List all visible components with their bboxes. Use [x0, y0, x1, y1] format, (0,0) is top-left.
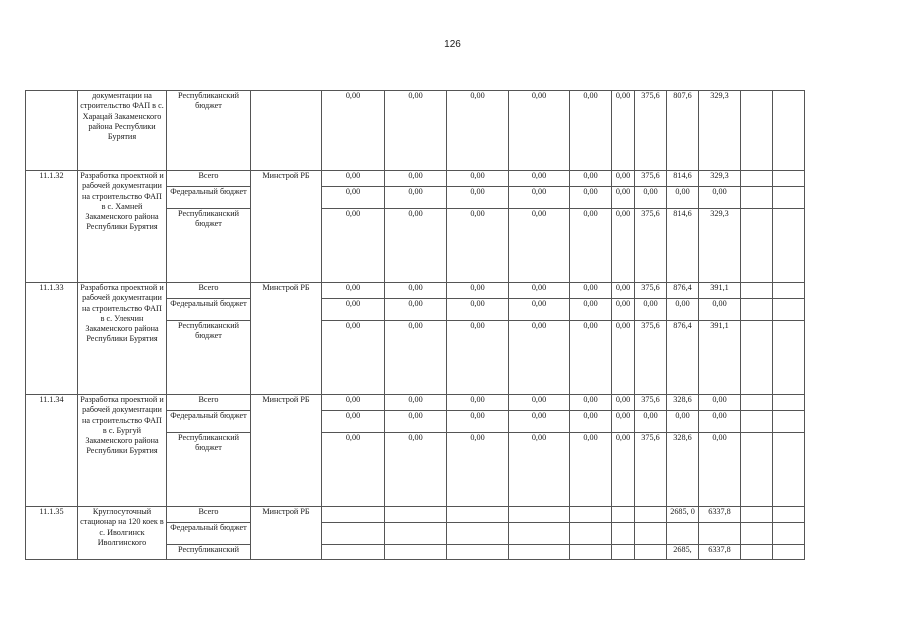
- funding-source: Республиканский бюджет: [167, 433, 251, 507]
- value-cell: 0,00: [447, 283, 509, 299]
- value-cell: 0,00: [447, 433, 509, 507]
- value-cell: [773, 209, 805, 283]
- value-cell: 6337,8: [699, 545, 741, 560]
- value-cell: 375,6: [635, 209, 667, 283]
- value-cell: 0,00: [385, 433, 447, 507]
- value-cell: 0,00: [570, 321, 612, 395]
- value-cell: 0,00: [385, 91, 447, 171]
- value-cell: 0,00: [447, 171, 509, 187]
- value-cell: [773, 545, 805, 560]
- funding-source: Всего: [167, 283, 251, 299]
- value-cell: [667, 523, 699, 545]
- value-cell: [741, 171, 773, 187]
- value-cell: [773, 91, 805, 171]
- value-cell: 0,00: [447, 187, 509, 209]
- value-cell: [635, 507, 667, 523]
- funding-source: Республиканский бюджет: [167, 209, 251, 283]
- value-cell: 876,4: [667, 283, 699, 299]
- value-cell: 328,6: [667, 395, 699, 411]
- value-cell: [385, 545, 447, 560]
- value-cell: 0,00: [322, 209, 385, 283]
- value-cell: 375,6: [635, 395, 667, 411]
- value-cell: 0,00: [612, 395, 635, 411]
- value-cell: 814,6: [667, 171, 699, 187]
- value-cell: [741, 91, 773, 171]
- value-cell: [741, 283, 773, 299]
- value-cell: [741, 321, 773, 395]
- executor: [251, 91, 322, 171]
- value-cell: [570, 523, 612, 545]
- value-cell: 0,00: [699, 433, 741, 507]
- value-cell: 0,00: [322, 187, 385, 209]
- value-cell: [509, 507, 570, 523]
- value-cell: 0,00: [570, 209, 612, 283]
- value-cell: 0,00: [612, 321, 635, 395]
- value-cell: 0,00: [699, 299, 741, 321]
- value-cell: [322, 523, 385, 545]
- page-number: 126: [444, 39, 461, 50]
- value-cell: 0,00: [322, 299, 385, 321]
- value-cell: [741, 507, 773, 523]
- value-cell: 0,00: [447, 299, 509, 321]
- value-cell: [741, 187, 773, 209]
- value-cell: 0,00: [385, 411, 447, 433]
- value-cell: 0,00: [570, 187, 612, 209]
- value-cell: 0,00: [635, 299, 667, 321]
- value-cell: 329,3: [699, 91, 741, 171]
- table-row: [26, 171, 805, 187]
- value-cell: 0,00: [570, 299, 612, 321]
- value-cell: 0,00: [447, 321, 509, 395]
- value-cell: 0,00: [570, 283, 612, 299]
- value-cell: 0,00: [509, 209, 570, 283]
- value-cell: [773, 187, 805, 209]
- value-cell: 375,6: [635, 171, 667, 187]
- value-cell: 0,00: [612, 187, 635, 209]
- value-cell: [322, 545, 385, 560]
- value-cell: 0,00: [447, 395, 509, 411]
- value-cell: 0,00: [570, 433, 612, 507]
- value-cell: [570, 545, 612, 560]
- value-cell: [773, 411, 805, 433]
- value-cell: 0,00: [570, 91, 612, 171]
- value-cell: 0,00: [667, 187, 699, 209]
- item-name: Разработка проектной и рабочей документации на строительство ФАП в с. Улекчин Закаменского района Республики Бурятия: [78, 283, 167, 395]
- value-cell: 0,00: [635, 411, 667, 433]
- funding-source: Федеральный бюджет: [167, 299, 251, 321]
- item-name: Разработка проектной и рабочей документации на строительство ФАП в с. Бургуй Закаменского района Республики Бурятия: [78, 395, 167, 507]
- value-cell: 0,00: [612, 171, 635, 187]
- value-cell: 391,1: [699, 321, 741, 395]
- value-cell: 375,6: [635, 283, 667, 299]
- value-cell: 329,3: [699, 171, 741, 187]
- value-cell: [447, 523, 509, 545]
- value-cell: 0,00: [509, 433, 570, 507]
- value-cell: 2685,: [667, 545, 699, 560]
- value-cell: 0,00: [509, 283, 570, 299]
- value-cell: 0,00: [447, 411, 509, 433]
- funding-source: Федеральный бюджет: [167, 187, 251, 209]
- value-cell: [612, 507, 635, 523]
- value-cell: 328,6: [667, 433, 699, 507]
- value-cell: 0,00: [322, 283, 385, 299]
- value-cell: 0,00: [509, 395, 570, 411]
- value-cell: 0,00: [667, 299, 699, 321]
- value-cell: 0,00: [385, 209, 447, 283]
- item-code: 11.1.33: [26, 283, 78, 395]
- value-cell: [612, 545, 635, 560]
- item-code: 11.1.34: [26, 395, 78, 507]
- value-cell: 0,00: [635, 187, 667, 209]
- value-cell: 0,00: [322, 395, 385, 411]
- value-cell: 0,00: [612, 411, 635, 433]
- value-cell: 375,6: [635, 321, 667, 395]
- value-cell: [773, 395, 805, 411]
- value-cell: [385, 523, 447, 545]
- value-cell: 0,00: [322, 411, 385, 433]
- value-cell: 0,00: [699, 411, 741, 433]
- value-cell: [447, 507, 509, 523]
- funding-source: Республиканский: [167, 545, 251, 560]
- value-cell: 0,00: [385, 299, 447, 321]
- value-cell: [635, 545, 667, 560]
- value-cell: [741, 299, 773, 321]
- item-name: Круглосуточный стационар на 120 коек в с. Иволгинск Иволгинского: [78, 507, 167, 560]
- budget-table: [25, 90, 805, 560]
- value-cell: 0,00: [612, 209, 635, 283]
- table-row: [26, 395, 805, 411]
- value-cell: [773, 321, 805, 395]
- value-cell: 0,00: [612, 299, 635, 321]
- value-cell: 0,00: [612, 433, 635, 507]
- value-cell: 0,00: [509, 91, 570, 171]
- value-cell: [741, 395, 773, 411]
- value-cell: [741, 433, 773, 507]
- item-code: 11.1.35: [26, 507, 78, 560]
- value-cell: [447, 545, 509, 560]
- value-cell: 0,00: [570, 411, 612, 433]
- value-cell: 0,00: [447, 91, 509, 171]
- value-cell: 807,6: [667, 91, 699, 171]
- value-cell: 0,00: [322, 321, 385, 395]
- value-cell: 0,00: [570, 395, 612, 411]
- value-cell: 0,00: [612, 91, 635, 171]
- value-cell: [509, 545, 570, 560]
- value-cell: 375,6: [635, 433, 667, 507]
- value-cell: [570, 507, 612, 523]
- value-cell: 0,00: [385, 321, 447, 395]
- value-cell: 0,00: [667, 411, 699, 433]
- funding-source: Федеральный бюджет: [167, 523, 251, 545]
- table-row: [26, 91, 805, 171]
- table-row: [26, 507, 805, 523]
- executor: Минстрой РБ: [251, 395, 322, 507]
- value-cell: 0,00: [570, 171, 612, 187]
- value-cell: 6337,8: [699, 507, 741, 523]
- value-cell: 329,3: [699, 209, 741, 283]
- value-cell: 0,00: [509, 321, 570, 395]
- item-code: 11.1.32: [26, 171, 78, 283]
- value-cell: 0,00: [509, 411, 570, 433]
- table-row: [26, 283, 805, 299]
- executor: Минстрой РБ: [251, 171, 322, 283]
- value-cell: [741, 209, 773, 283]
- funding-source: Всего: [167, 507, 251, 523]
- value-cell: [385, 507, 447, 523]
- value-cell: 0,00: [385, 171, 447, 187]
- value-cell: 375,6: [635, 91, 667, 171]
- value-cell: 814,6: [667, 209, 699, 283]
- value-cell: [699, 523, 741, 545]
- value-cell: 876,4: [667, 321, 699, 395]
- value-cell: 0,00: [509, 299, 570, 321]
- value-cell: 0,00: [385, 283, 447, 299]
- value-cell: [741, 523, 773, 545]
- value-cell: 0,00: [699, 187, 741, 209]
- value-cell: 0,00: [699, 395, 741, 411]
- funding-source: Всего: [167, 395, 251, 411]
- value-cell: [509, 523, 570, 545]
- value-cell: [741, 411, 773, 433]
- executor: Минстрой РБ: [251, 283, 322, 395]
- value-cell: 391,1: [699, 283, 741, 299]
- value-cell: [741, 545, 773, 560]
- value-cell: 0,00: [385, 187, 447, 209]
- funding-source: Федеральный бюджет: [167, 411, 251, 433]
- value-cell: [635, 523, 667, 545]
- value-cell: 0,00: [612, 283, 635, 299]
- value-cell: [773, 299, 805, 321]
- value-cell: [773, 433, 805, 507]
- value-cell: 0,00: [509, 187, 570, 209]
- value-cell: [612, 523, 635, 545]
- value-cell: 0,00: [509, 171, 570, 187]
- value-cell: 0,00: [385, 395, 447, 411]
- value-cell: 0,00: [322, 171, 385, 187]
- value-cell: [773, 523, 805, 545]
- item-code: [26, 91, 78, 171]
- value-cell: [773, 507, 805, 523]
- funding-source: Республиканский бюджет: [167, 321, 251, 395]
- value-cell: 0,00: [447, 209, 509, 283]
- value-cell: [773, 283, 805, 299]
- item-name: Разработка проектной и рабочей документации на строительство ФАП в с. Хамней Закаменского района Республики Бурятия: [78, 171, 167, 283]
- funding-source: Республиканский бюджет: [167, 91, 251, 171]
- item-name: документации на строительство ФАП в с. Харацай Закаменского района Республики Бурятия: [78, 91, 167, 171]
- value-cell: 0,00: [322, 433, 385, 507]
- executor: Минстрой РБ: [251, 507, 322, 560]
- value-cell: 0,00: [322, 91, 385, 171]
- value-cell: [773, 171, 805, 187]
- value-cell: 2685, 0: [667, 507, 699, 523]
- funding-source: Всего: [167, 171, 251, 187]
- value-cell: [322, 507, 385, 523]
